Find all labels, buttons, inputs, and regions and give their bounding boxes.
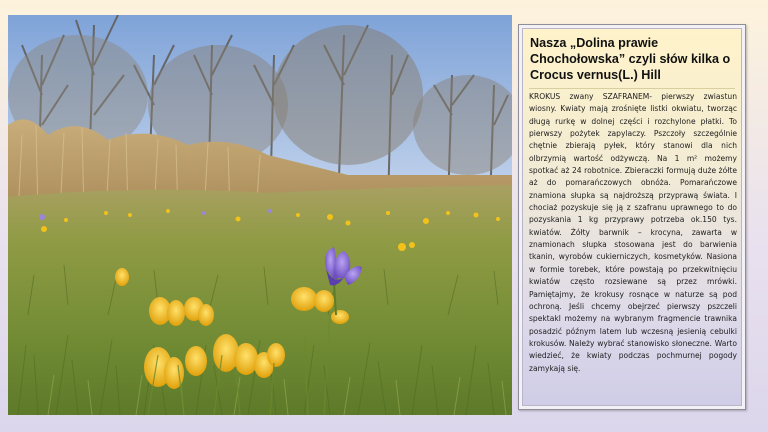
crocus-meadow-photo [8, 15, 512, 415]
title-divider [529, 88, 735, 89]
article-body: KROKUS zwany SZAFRANEM- pierwszy zwiastun wiosny. Kwiaty mają zrośnięte listki okwiatu, tworząc długą rurkę w dolnej części i rozchylone płatki. To pierwszy pożytek zapylaczy. Pszczoły szczególnie chętnie zbierają pyłek, który stanowi dla nich olbrzymią wartość odżywczą. Na 1 m² możemy spotkać aż 24 robotnice. Zbieraczki formują duże żółte aż do pomarańczowych obnóża. Pomarańczowe znamiona słupka są najdroższą przyprawą świata. I chociaż pozyskuje się ją z szafranu uprawnego to do pozyskania 1 kg przyprawy potrzeba ok.150 tys. kwiatów. Żółty barwnik – krocyna, zawarta w znamionach słupka stosowana jest do barwienia tkanin, wyrobów cukierniczych, kosmetyków. Nasiona w formie torebek, które powstają po przekwitnięciu kwiatów często rozsiewane są przez mrówki. Pamiętajmy, że krokusy rosnące w naturze są pod ochroną. Jeśli chcemy obejrzeć pierwszy pszczeli spektakl możemy na wybranym fragmencie trawnika posadzić późnym latem lub wczesną jesienią cebulki krokusów. Należy wybrać stanowisko słoneczne. Warto wiedzieć, że kwiaty podczas pochmurnej pogody zamykają się. [529, 92, 737, 373]
text-panel-inner [522, 28, 742, 406]
article-title: Nasza „Dolina prawie Chochołowska” czyli słów kilka o Crocus vernus(L.) Hill [530, 36, 731, 82]
text-panel [518, 24, 746, 410]
